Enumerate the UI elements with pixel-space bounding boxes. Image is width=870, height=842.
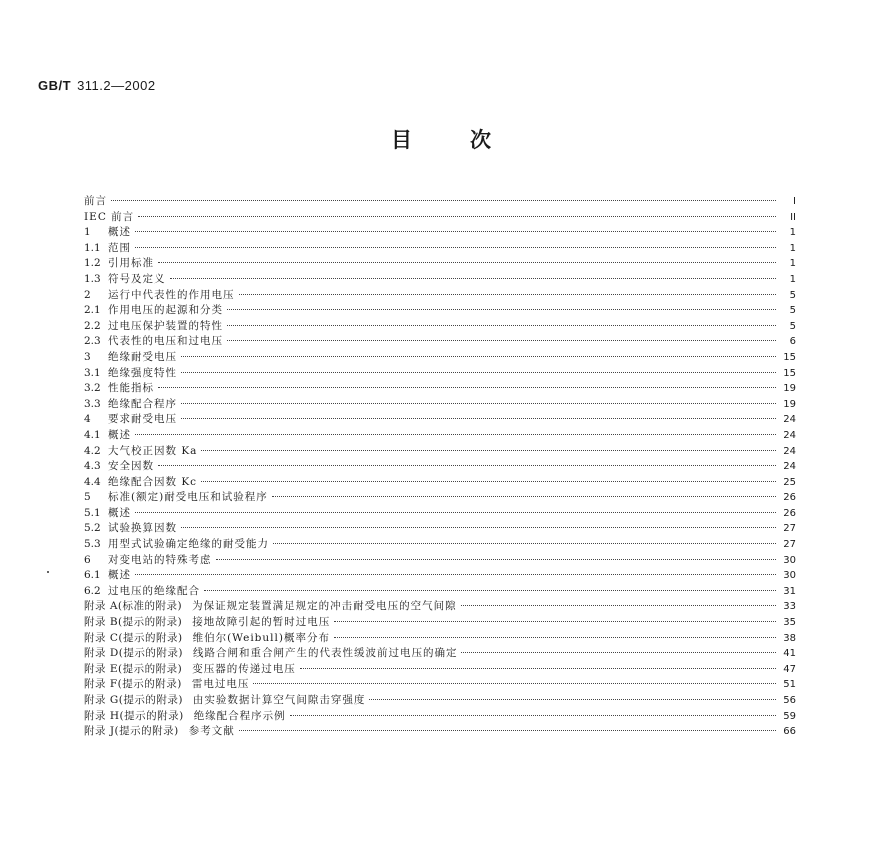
toc-entry-label: 附录 G(提示的附录) <box>84 694 183 706</box>
toc-entry-label: 附录 B(提示的附录) <box>84 616 183 629</box>
toc-entry-number: 5.1 <box>84 506 101 519</box>
table-of-contents <box>84 193 796 739</box>
toc-entry-number: 5.2 <box>84 522 101 535</box>
toc-entry-number: 1.2 <box>84 257 101 270</box>
toc-page-number: 1 <box>789 227 796 239</box>
dot-leader <box>135 564 776 575</box>
toc-page-number: I <box>793 196 796 207</box>
toc-entry-label: 附录 J(提示的附录) <box>84 725 179 738</box>
toc-entry-number: 2.3 <box>84 335 101 348</box>
dot-leader <box>300 658 776 669</box>
dot-leader <box>138 206 776 217</box>
toc-entry-label: 绝缘配合程序 <box>108 397 177 410</box>
toc-page-number: 27 <box>783 539 796 551</box>
toc-entry-label: 过电压的绝缘配合 <box>108 584 200 597</box>
toc-entry-label: 对变电站的特殊考虑 <box>108 553 212 566</box>
toc-entry-number: 4.1 <box>84 428 101 441</box>
toc-entry-label: 性能指标 <box>108 382 154 395</box>
toc-entry-label: 符号及定义 <box>108 272 166 285</box>
dot-leader <box>461 642 776 653</box>
toc-entry-label: 概述 <box>108 428 131 441</box>
dot-leader <box>181 393 776 404</box>
toc-page-number: 5 <box>789 320 796 332</box>
dot-leader <box>135 424 776 435</box>
toc-entry-number: 5.3 <box>84 538 101 551</box>
toc-page-number: 24 <box>783 429 796 441</box>
toc-entry-label: 过电压保护装置的特性 <box>108 319 223 332</box>
dot-leader <box>227 299 776 310</box>
toc-entry-number: 6.2 <box>84 584 101 597</box>
dot-leader <box>204 580 776 591</box>
toc-entry-label: 附录 F(提示的附录) <box>84 678 182 691</box>
toc-appendix-title: 变压器的传递过电压 <box>192 662 296 675</box>
toc-appendix-title: 维伯尔(Weibull)概率分布 <box>192 631 330 644</box>
toc-entry-number: 2 <box>84 288 91 301</box>
toc-page-number: 41 <box>783 648 796 660</box>
toc-page-number: 26 <box>783 492 796 504</box>
toc-entry-number: 3.1 <box>84 366 101 379</box>
dot-leader <box>111 190 776 201</box>
toc-page-number: 19 <box>783 398 796 410</box>
toc-entry-label: 标准(额定)耐受电压和试验程序 <box>108 491 268 504</box>
dot-leader <box>181 346 776 357</box>
toc-page-number: 30 <box>783 554 796 566</box>
toc-entry-label: 附录 C(提示的附录) <box>84 631 183 644</box>
scan-speck <box>47 571 49 573</box>
toc-entry-number: 2.1 <box>84 304 101 317</box>
toc-entry-number: 4.2 <box>84 444 101 457</box>
toc-entry-number: 5 <box>84 491 91 504</box>
toc-entry-label: 用型式试验确定绝缘的耐受能力 <box>108 538 269 551</box>
toc-page-number: 1 <box>789 242 796 254</box>
standard-number: 311.2—2002 <box>77 78 156 93</box>
toc-page-number: 26 <box>783 507 796 519</box>
toc-page-number: 33 <box>783 601 796 613</box>
toc-page-number: 15 <box>783 351 796 363</box>
toc-page-number: 51 <box>783 679 796 691</box>
dot-leader <box>158 252 776 263</box>
toc-entry-label: 附录 A(标准的附录) <box>84 600 183 613</box>
dot-leader <box>273 533 776 544</box>
dot-leader <box>227 315 776 326</box>
toc-page-number: 24 <box>783 414 796 426</box>
toc-entry-label: 概述 <box>108 506 131 519</box>
toc-entry-number: 6.1 <box>84 569 101 582</box>
toc-page-number: 56 <box>783 695 796 706</box>
toc-entry-number: 4.4 <box>84 475 101 488</box>
toc-page-number: 30 <box>783 570 796 582</box>
toc-appendix-title: 参考文献 <box>188 725 235 738</box>
toc-appendix-title: 线路合闸和重合闸产生的代表性缓波前过电压的确定 <box>192 647 458 660</box>
toc-page-number: 47 <box>783 663 796 675</box>
toc-page-number: 31 <box>783 585 796 597</box>
toc-page-number: 19 <box>783 383 796 395</box>
toc-entry-label: 安全因数 <box>108 460 154 473</box>
toc-page-number: 35 <box>783 617 796 629</box>
toc-entry-number: 2.2 <box>84 319 101 332</box>
page-title: 目次 <box>391 128 549 152</box>
toc-page-number: 1 <box>789 258 796 270</box>
toc-appendix-title: 为保证规定装置满足规定的冲击耐受电压的空气间隙 <box>192 600 457 613</box>
toc-entry-number: 1.3 <box>84 272 101 285</box>
dot-leader <box>170 268 777 279</box>
toc-entry-label: 代表性的电压和过电压 <box>108 335 223 348</box>
dot-leader <box>334 611 776 622</box>
dot-leader <box>334 627 776 638</box>
toc-entry-number: 3.2 <box>84 382 101 395</box>
toc-page-number: 15 <box>783 367 796 379</box>
toc-appendix-title: 绝缘配合程序示例 <box>193 709 286 722</box>
dot-leader <box>461 595 776 606</box>
toc-appendix-title: 雷电过电压 <box>191 678 250 691</box>
dot-leader <box>290 705 776 716</box>
dot-leader <box>158 455 776 466</box>
toc-entry-label: 附录 E(提示的附录) <box>84 662 183 675</box>
toc-entry-number: 1.1 <box>84 241 101 254</box>
toc-entry-number: 3.3 <box>84 397 101 410</box>
toc-entry-label: 绝缘配合因数 Kc <box>108 475 198 488</box>
dot-leader <box>181 408 776 419</box>
toc-page-number: 5 <box>789 305 796 317</box>
toc-entry-number: 4 <box>84 413 91 426</box>
toc-entry-label: 附录 H(提示的附录) <box>84 709 184 722</box>
toc-entry-label: 附录 D(提示的附录) <box>84 647 183 660</box>
dot-leader <box>239 284 777 295</box>
dot-leader <box>239 720 776 731</box>
dot-leader <box>227 330 776 341</box>
toc-page-number: 24 <box>783 445 796 457</box>
toc-entry-label: 运行中代表性的作用电压 <box>108 288 235 301</box>
toc-appendix-title: 接地故障引起的暂时过电压 <box>192 616 331 629</box>
toc-page-number: 6 <box>789 336 796 348</box>
toc-entry-label: 范围 <box>108 241 131 254</box>
dot-leader <box>216 549 777 560</box>
toc-entry-number: 4.3 <box>84 460 101 473</box>
toc-entry-label: 大气校正因数 Ka <box>108 444 198 457</box>
dot-leader <box>201 471 776 482</box>
toc-page-number: 27 <box>783 523 796 535</box>
dot-leader <box>181 362 776 373</box>
dot-leader <box>158 377 776 388</box>
toc-entry-label: 前言 <box>84 195 107 207</box>
toc-appendix-entry[interactable] <box>84 723 796 739</box>
toc-page-number: 5 <box>789 289 796 301</box>
dot-leader <box>253 673 776 684</box>
toc-entry-label: 绝缘耐受电压 <box>108 350 177 363</box>
toc-entry-label: 作用电压的起源和分类 <box>108 304 223 317</box>
toc-page-number: 24 <box>783 461 796 473</box>
dot-leader <box>135 237 776 248</box>
dot-leader <box>272 486 776 497</box>
toc-page-number: 66 <box>783 726 796 738</box>
toc-entry-number: 3 <box>84 350 91 363</box>
toc-page-number: II <box>790 211 796 223</box>
toc-page-number: 25 <box>783 476 796 488</box>
dot-leader <box>181 517 776 528</box>
toc-entry-label: 概述 <box>108 569 131 582</box>
dot-leader <box>369 689 776 700</box>
toc-page-number: 38 <box>783 632 796 644</box>
toc-entry-label: 绝缘强度特性 <box>108 366 177 379</box>
toc-page-number: 1 <box>789 273 796 285</box>
dot-leader <box>135 221 776 232</box>
toc-entry-label: 试验换算因数 <box>108 522 177 535</box>
dot-leader <box>135 502 776 513</box>
toc-entry-label: 要求耐受电压 <box>108 413 177 426</box>
toc-entry-label: 引用标准 <box>108 257 154 270</box>
standard-code-prefix: GB/T <box>38 78 72 93</box>
toc-entry-label: 概述 <box>108 226 131 239</box>
toc-page-number: 59 <box>783 710 796 722</box>
toc-appendix-title: 由实验数据计算空气间隙击穿强度 <box>192 694 366 706</box>
toc-entry-label: IEC 前言 <box>84 210 135 223</box>
dot-leader <box>201 440 776 451</box>
toc-entry-number: 1 <box>84 226 91 239</box>
standard-code <box>38 78 156 93</box>
toc-entry-number: 6 <box>84 553 91 566</box>
